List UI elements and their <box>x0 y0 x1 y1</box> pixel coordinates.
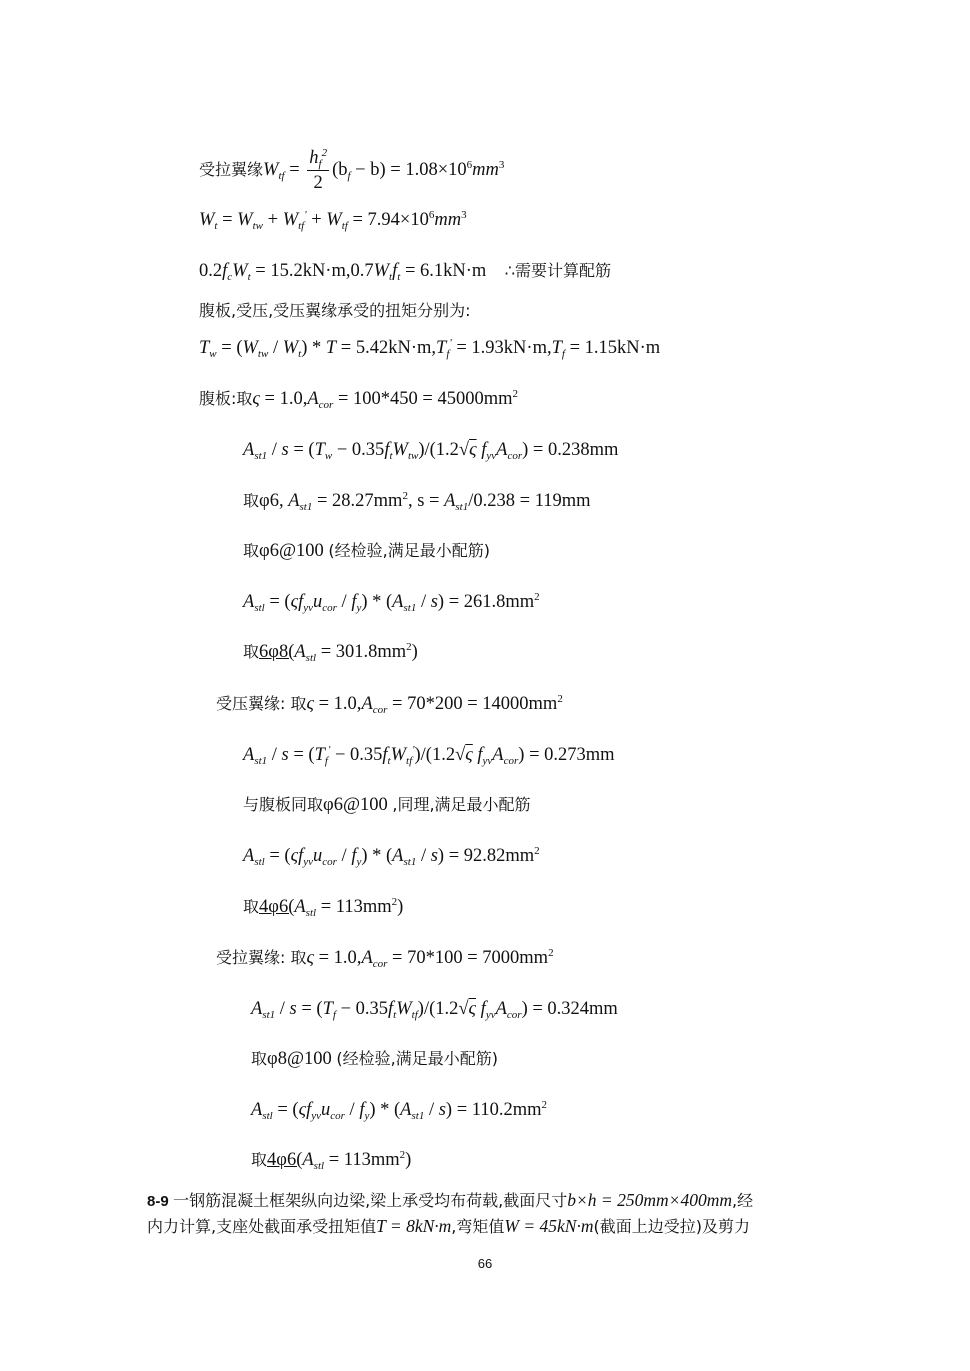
eq-compression-flange-acor: 受压翼缘: 取$\varsigma = 1.0,A_{cor} = 70*200 = 14000mm^2$ <box>216 693 563 716</box>
eq-tension-flange-acor: 受拉翼缘: 取$\varsigma = 1.0,A_{cor} = 70*100 = 7000mm^2$ <box>216 947 554 970</box>
eq-compression-flange-astl: $A_{stl} = (\varsigma f_{yv}u_{cor} / f_y) * (A_{st1} / s) = 92.82mm^2$ <box>243 845 540 868</box>
text-torque-distribution: 腹板,受压,受压翼缘承受的扭矩分别为: <box>199 301 471 320</box>
text-compression-flange-choice: 与腹板同取φ6@100 ,同理,满足最小配筋 <box>243 795 531 815</box>
page-number: 66 <box>477 1256 493 1271</box>
eq-torque-split: $T_w = (W_{tw} / W_t) * T = 5.42kN\cdot m,T_f' = 1.93kN\cdot m,T_f = 1.15kN\cdot m$ <box>199 337 661 360</box>
text-web-longitudinal-choice: 取$6\varphi 8(A_{stl} = 301.8mm^2)$ <box>243 641 418 664</box>
text-web-choice: 取φ6@100 (经检验,满足最小配筋) <box>243 541 490 561</box>
eq-tension-flange-astl: $A_{stl} = (\varsigma f_{yv}u_{cor} / f_y) * (A_{st1} / s) = 110.2mm^2$ <box>251 1099 547 1122</box>
eq-flange-tension-wtf: 受拉翼缘$W_{tf}$ = $\frac{h_f^2}{2}$ $(b_f - b) = 1.08\times 10^6mm^3$ <box>199 147 505 193</box>
problem-number: 8-9 <box>147 1193 169 1210</box>
eq-tension-flange-ast1-s: $A_{st1} / s = (T_f - 0.35f_tW_{tf})/(1.2√\varsigma$ $f_{yv}A_{cor}) = 0.324mm$ <box>251 999 618 1021</box>
eq-web-spacing: 取φ6, $A_{st1} = 28.27mm^2$, $s = A_{st1}/0.238 = 119mm$ <box>243 490 591 513</box>
label-tension-flange: 受拉翼缘 <box>199 159 264 179</box>
problem-8-9-line2: 内力计算,支座处截面承受扭矩值T = 8kN·m,弯矩值W = 45kN·m(截面上边受拉)及剪力 <box>147 1216 750 1236</box>
eq-compression-flange-ast1-s: $A_{st1} / s = (T_f' - 0.35f_tW_{tf}')/(1.2√\varsigma$ $f_{yv}A_{cor}) = 0.273mm$ <box>243 744 615 767</box>
problem-8-9-line1: 8-9 一钢筋混凝土框架纵向边梁,梁上承受均布荷载,截面尺寸b×h = 250mm×400mm,经 <box>147 1190 754 1210</box>
eq-web-ast1-s: $A_{st1} / s = (T_w - 0.35f_tW_{tw})/(1.2√\varsigma$ $f_{yv}A_{cor}) = 0.238mm$ <box>243 440 619 462</box>
fraction-hf2-over-2: $\frac{h_f^2}{2}$ <box>309 147 328 193</box>
note-needs-reinforcement: ∴需要计算配筋 <box>504 261 611 280</box>
eq-web-acor: 腹板:取$\varsigma = 1.0,A_{cor} = 100*450 = 45000mm^2$ <box>199 388 518 411</box>
text-compression-flange-longitudinal: 取$4\varphi 6(A_{stl} = 113mm^2)$ <box>243 896 404 919</box>
eq-torque-check: $0.2f_cW_t = 15.2kN\cdot m,0.7W_tf_t = 6.1kN\cdot m$ ∴需要计算配筋 <box>199 261 611 283</box>
eq-wt-total: $W_t = W_{tw} + W_{tf}' + W_{tf} = 7.94\times 10^6mm^3$ <box>199 209 467 232</box>
text-tension-flange-choice: 取φ8@100 (经检验,满足最小配筋) <box>251 1049 498 1069</box>
text-tension-flange-longitudinal: 取$4\varphi 6(A_{stl} = 113mm^2)$ <box>251 1149 412 1172</box>
eq-web-astl: $A_{stl} = (\varsigma f_{yv}u_{cor} / f_y) * (A_{st1} / s) = 261.8mm^2$ <box>243 591 540 614</box>
